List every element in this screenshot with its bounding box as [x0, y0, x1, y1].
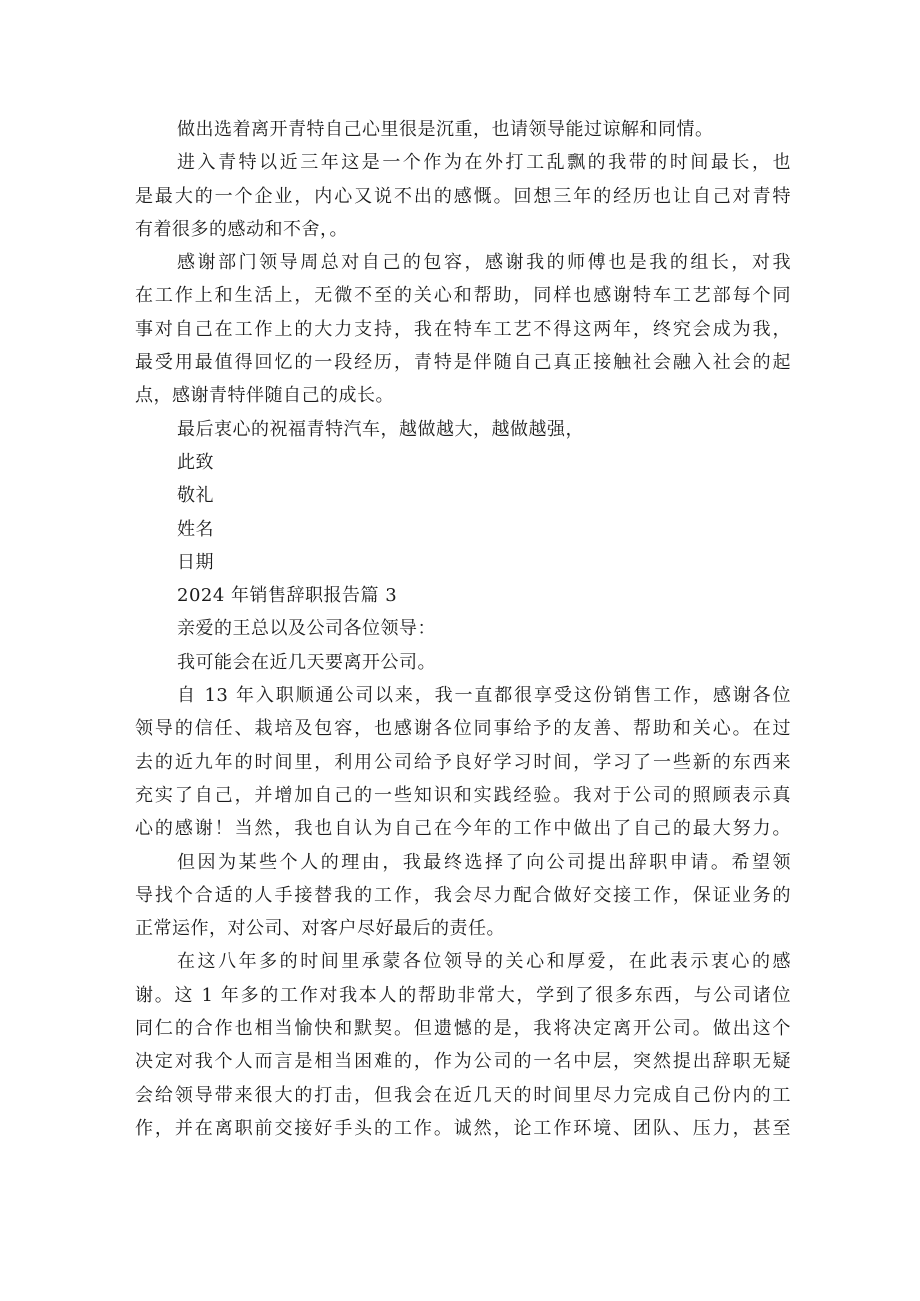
text-line: 日期	[177, 551, 214, 573]
text-line: 同仁的合作也相当愉快和默契。但遗憾的是，我将决定离开公司。做出这个	[135, 1018, 791, 1040]
text-line: 但因为某些个人的理由，我最终选择了向公司提出辞职申请。希望领	[177, 851, 791, 873]
text-line: 会给领导带来很大的打击，但我会在近几天的时间里尽力完成自己份内的工	[135, 1084, 791, 1106]
text-line: 点，感谢青特伴随自己的成长。	[135, 385, 394, 407]
text-line: 最受用最值得回忆的一段经历，青特是伴随自己真正接触社会融入社会的起	[135, 352, 791, 374]
text-line: 此致	[177, 451, 214, 473]
text-line: 导找个合适的人手接替我的工作，我会尽力配合做好交接工作，保证业务的	[135, 884, 791, 906]
text-line: 亲爱的王总以及公司各位领导：	[177, 618, 436, 640]
text-line: 自 13 年入职顺通公司以来，我一直都很享受这份销售工作，感谢各位	[177, 685, 791, 707]
text-line: 谢。这 1 年多的工作对我本人的帮助非常大，学到了很多东西，与公司诸位	[135, 984, 791, 1006]
text-line: 2024 年销售辞职报告篇 3	[177, 585, 398, 607]
text-line: 做出选着离开青特自己心里很是沉重，也请领导能过谅解和同情。	[177, 119, 714, 140]
text-line: 决定对我个人而言是相当困难的，作为公司的一名中层，突然提出辞职无疑	[135, 1051, 791, 1073]
text-line: 感谢部门领导周总对自己的包容，感谢我的师傅也是我的组长，对我	[177, 252, 791, 274]
text-line: 在这八年多的时间里承蒙各位领导的关心和厚爱，在此表示衷心的感	[177, 951, 791, 973]
text-line: 最后衷心的祝福青特汽车，越做越大，越做越强，	[177, 418, 584, 440]
text-line: 充实了自己，并增加自己的一些知识和实践经验。我对于公司的照顾表示真	[135, 784, 791, 806]
text-line: 领导的信任、栽培及包容，也感谢各位同事给予的友善、帮助和关心。在过	[135, 718, 791, 740]
text-line: 作，并在离职前交接好手头的工作。诚然，论工作环境、团队、压力，甚至	[135, 1117, 791, 1139]
text-line: 有着很多的感动和不舍，。	[135, 218, 348, 240]
text-line: 进入青特以近三年这是一个作为在外打工乱飘的我带的时间最长，也	[177, 152, 791, 174]
text-line: 去的近九年的时间里，利用公司给予良好学习时间，学习了一些新的东西来	[135, 751, 791, 773]
text-line: 心的感谢！当然，我也自认为自己在今年的工作中做出了自己的最大努力。	[135, 818, 791, 840]
document-body	[135, 113, 791, 1145]
text-line: 敬礼	[177, 485, 214, 507]
text-line: 事对自己在工作上的大力支持，我在特车工艺不得这两年，终究会成为我，	[135, 318, 791, 340]
text-line: 正常运作，对公司、对客户尽好最后的责任。	[135, 918, 505, 940]
text-line: 姓名	[177, 518, 214, 540]
text-line: 在工作上和生活上，无微不至的关心和帮助，同样也感谢特车工艺部每个同	[135, 285, 791, 307]
text-line: 我可能会在近几天要离开公司。	[177, 651, 436, 673]
text-line: 是最大的一个企业，内心又说不出的感慨。回想三年的经历也让自己对青特	[135, 185, 791, 207]
